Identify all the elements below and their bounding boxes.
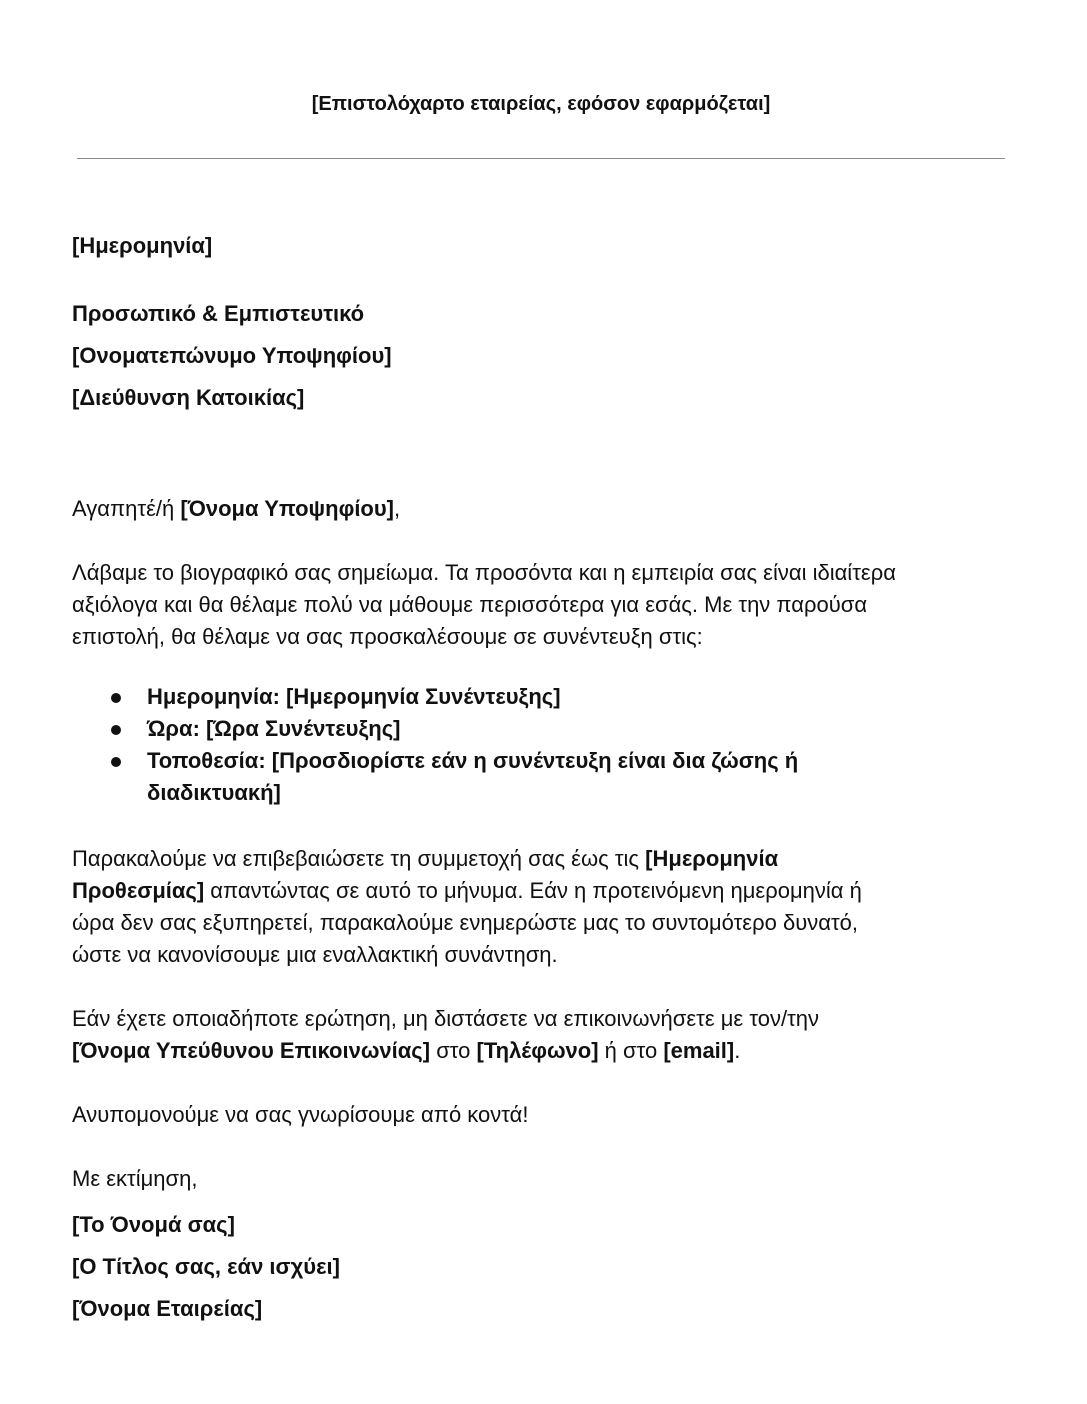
list-item-time: [103, 713, 1003, 745]
confirm-line: ώστε να κανονίσουμε μια εναλλακτική συνάντηση.: [72, 942, 558, 967]
greeting-suffix: ,: [394, 496, 401, 521]
interview-details-list: [103, 681, 1003, 809]
interview-location-cont: διαδικτυακή]: [147, 780, 281, 805]
confirm-paragraph: [72, 843, 1017, 971]
letterhead: [Επιστολόχαρτο εταιρείας, εφόσον εφαρμόζεται]: [311, 93, 771, 115]
interview-date: Ημερομηνία: [Ημερομηνία Συνέντευξης]: [147, 684, 561, 709]
bullet-icon: [111, 757, 121, 767]
bullet-icon: [111, 693, 121, 703]
header-divider: [77, 158, 1005, 159]
sender-title: [Ο Τίτλος σας, εάν ισχύει]: [72, 1254, 340, 1279]
contact-line: Εάν έχετε οποιαδήποτε ερώτηση, μη διστάσετε να επικοινωνήσετε με τον/την: [72, 1006, 819, 1031]
recipient-address: [Διεύθυνση Κατοικίας]: [72, 385, 305, 410]
closing-note: Ανυπομονούμε να σας γνωρίσουμε από κοντά!: [72, 1102, 529, 1127]
confirm-line: ώρα δεν σας εξυπηρετεί, παρακαλούμε ενημερώστε μας το συντομότερο δυνατό,: [72, 910, 858, 935]
contact-phone: [Τηλέφωνο]: [476, 1038, 599, 1063]
deadline-placeholder-cont: Προθεσμίας]: [72, 878, 205, 903]
intro-line: επιστολή, θα θέλαμε να σας προσκαλέσουμε σε συνέντευξη στις:: [72, 624, 703, 649]
greeting-name: [Όνομα Υποψηφίου]: [180, 496, 394, 521]
greeting-prefix: Αγαπητέ/ή: [72, 496, 181, 521]
intro-line: αξιόλογα και θα θέλαμε πολύ να μάθουμε περισσότερα για εσάς. Με την παρούσα: [72, 592, 868, 617]
greeting: [72, 493, 1017, 525]
interview-location: Τοποθεσία: [Προσδιορίστε εάν η συνέντευξη είναι δια ζώσης ή: [147, 748, 799, 773]
contact-end: .: [734, 1038, 741, 1063]
signature-block: [72, 1204, 1017, 1330]
recipient-block: [72, 293, 1017, 419]
letter-date: [Ημερομηνία]: [72, 233, 213, 258]
contact-paragraph: [72, 1003, 1017, 1067]
confirm-line: [72, 875, 1017, 907]
deadline-placeholder: [Ημερομηνία: [645, 846, 779, 871]
confirm-text: απαντώντας σε αυτό το μήνυμα. Εάν η προτεινόμενη ημερομηνία ή: [204, 878, 862, 903]
confirm-text: Παρακαλούμε να επιβεβαιώσετε τη συμμετοχή σας έως τις: [72, 846, 646, 871]
recipient-name: [Ονοματεπώνυμο Υποψηφίου]: [72, 343, 392, 368]
confirm-line: [72, 843, 1017, 875]
contact-text: στο: [430, 1038, 477, 1063]
company-name: [Όνομα Εταιρείας]: [72, 1296, 263, 1321]
intro-paragraph: [72, 557, 1017, 653]
list-item-date: [103, 681, 1003, 713]
interview-time: Ώρα: [Ώρα Συνέντευξης]: [147, 716, 401, 741]
bullet-icon: [111, 725, 121, 735]
contact-email: [email]: [663, 1038, 735, 1063]
confidential-label: Προσωπικό & Εμπιστευτικό: [72, 301, 365, 326]
contact-person: [Όνομα Υπεύθυνου Επικοινωνίας]: [72, 1038, 431, 1063]
sender-name: [Το Όνομά σας]: [72, 1212, 235, 1237]
signoff-regards: Με εκτίμηση,: [72, 1166, 198, 1191]
list-item-location: [103, 745, 1003, 809]
intro-line: Λάβαμε το βιογραφικό σας σημείωμα. Τα προσόντα και η εμπειρία σας είναι ιδιαίτερα: [72, 560, 896, 585]
contact-text: ή στο: [598, 1038, 664, 1063]
contact-line: [72, 1035, 1017, 1067]
